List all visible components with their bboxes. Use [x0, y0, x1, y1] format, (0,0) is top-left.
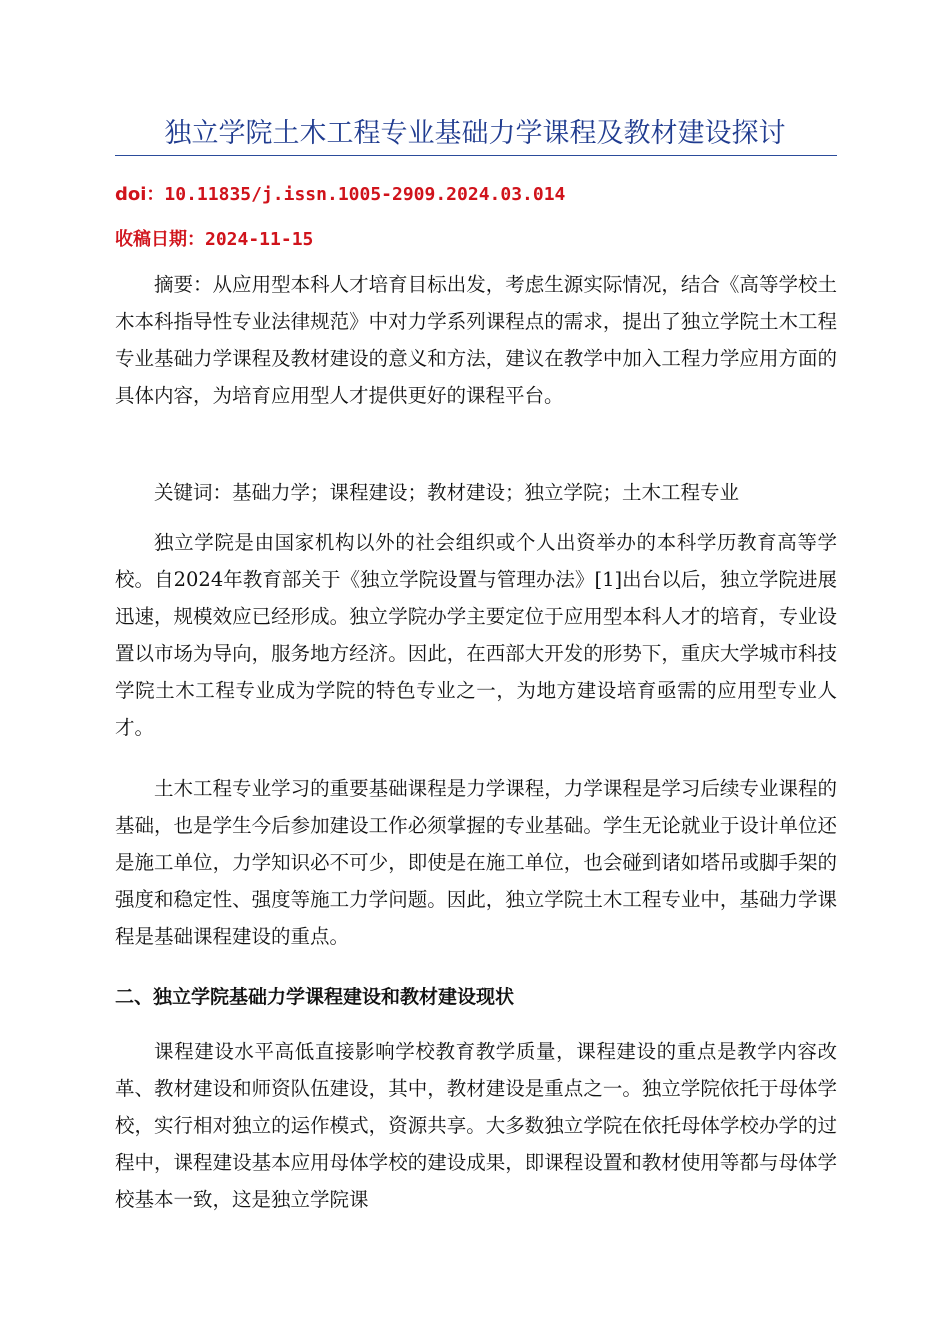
title-underline: [115, 155, 837, 156]
body-paragraph-1: 独立学院是由国家机构以外的社会组织或个人出资举办的本科学历教育高等学校。自2024年教育部关于《独立学院设置与管理办法》[1]出台以后，独立学院进展迅速，规模效应已经形成。独立学院办学主要定位于应用型本科人才的培育，专业设置以市场为导向，服务地方经济。因此，在西部大开发的形势下，重庆大学城市科技学院土木工程专业成为学院的特色专业之一，为地方建设培育亟需的应用型专业人才。: [115, 531, 837, 739]
body-paragraph-2: 土木工程专业学习的重要基础课程是力学课程，力学课程是学习后续专业课程的基础，也是学生今后参加建设工作必须掌握的专业基础。学生无论就业于设计单位还是施工单位，力学知识必不可少，即使是在施工单位，也会碰到诸如塔吊或脚手架的强度和稳定性、强度等施工力学问题。因此，独立学院土木工程专业中，基础力学课程是基础课程建设的重点。: [115, 777, 837, 948]
keywords-paragraph: 关键词：基础力学；课程建设；教材建设；独立学院；土木工程专业: [154, 481, 740, 504]
doi-line: [115, 181, 565, 209]
section-heading: 二、独立学院基础力学课程建设和教材建设现状: [115, 986, 515, 1008]
document-title: 独立学院土木工程专业基础力学课程及教材建设探讨: [164, 118, 786, 149]
body-paragraph-3: 课程建设水平高低直接影响学校教育教学质量，课程建设的重点是教学内容改革、教材建设和师资队伍建设，其中，教材建设是重点之一。独立学院依托于母体学校，实行相对独立的运作模式，资源共享。大多数独立学院在依托母体学校办学的过程中，课程建设基本应用母体学校的建设成果，即课程设置和教材使用等都与母体学校基本一致，这是独立学院课: [115, 1040, 837, 1211]
abstract-paragraph: 摘要：从应用型本科人才培育目标出发，考虑生源实际情况，结合《高等学校土木本科指导性专业法律规范》中对力学系列课程点的需求，提出了独立学院土木工程专业基础力学课程及教材建设的意义和方法，建议在教学中加入工程力学应用方面的具体内容，为培育应用型人才提供更好的课程平台。: [115, 273, 837, 407]
received-date-value: 2024-11-15: [205, 229, 314, 250]
doi-value: 10.11835/j.issn.1005-2909.2024.03.014: [164, 184, 566, 205]
received-date-line: [115, 226, 313, 254]
received-date-label: 收稿日期：: [115, 229, 205, 250]
doi-label: doi：: [115, 184, 165, 205]
